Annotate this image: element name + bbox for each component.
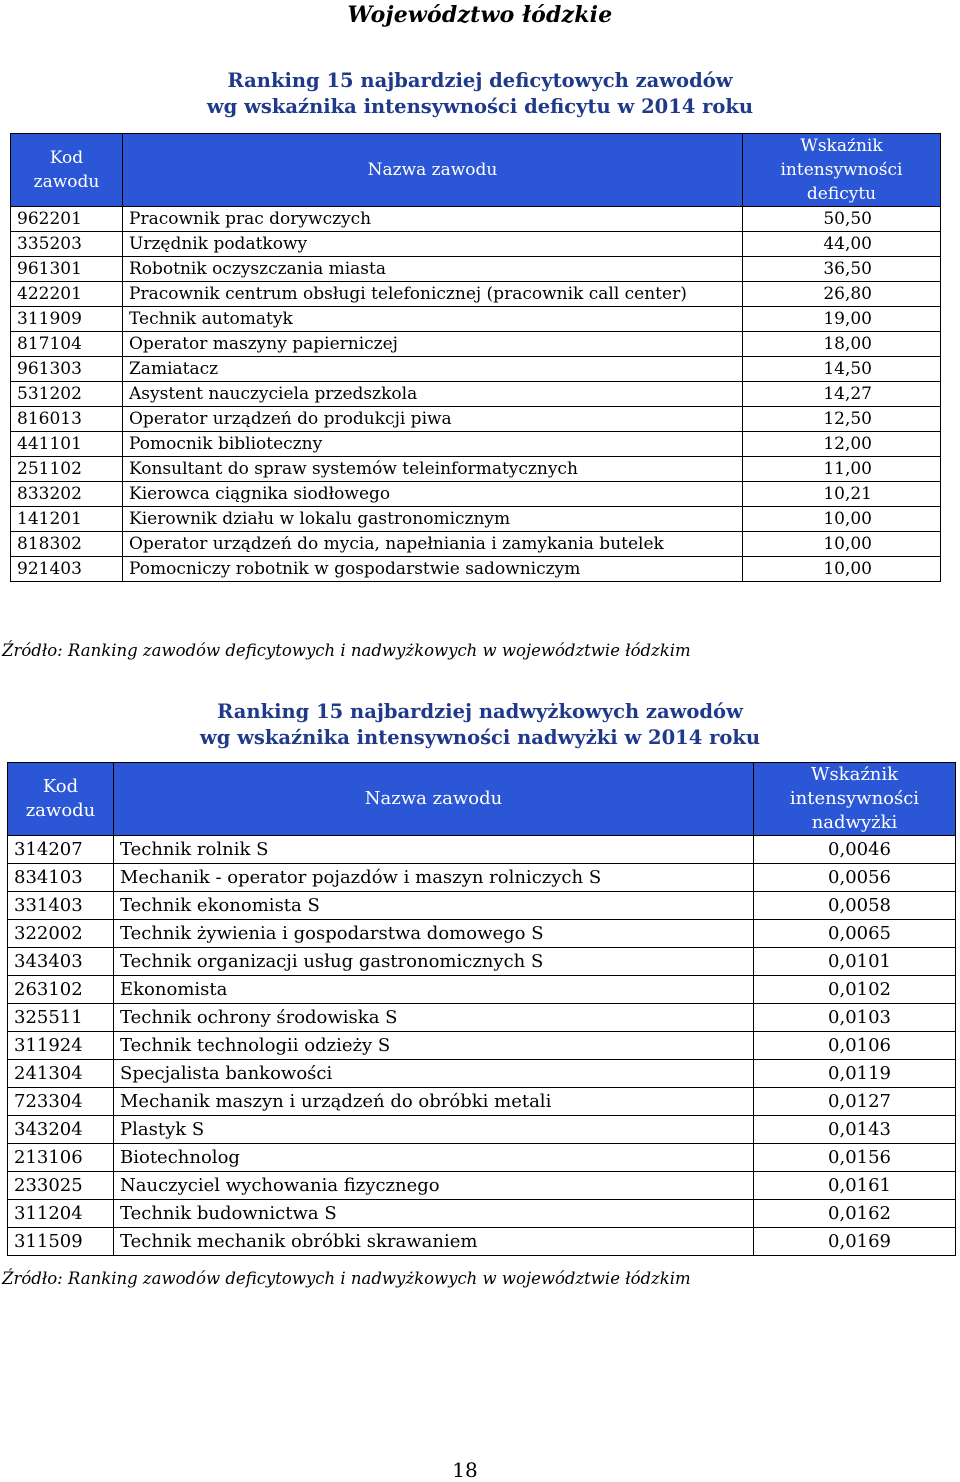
name-cell: Technik żywienia i gospodarstwa domowego S xyxy=(114,920,754,948)
table-row xyxy=(8,976,956,1004)
code-cell: 961301 xyxy=(11,257,123,282)
code-cell: 263102 xyxy=(8,976,114,1004)
name-cell: Technik ekonomista S xyxy=(114,892,754,920)
code-cell: 331403 xyxy=(8,892,114,920)
surplus-ranking-table xyxy=(7,762,956,1256)
value-cell: 0,0102 xyxy=(754,976,956,1004)
deficit-title-line2: wg wskaźnika intensywności deficytu w 2014 roku xyxy=(206,95,754,118)
value-cell: 0,0058 xyxy=(754,892,956,920)
value-cell: 10,00 xyxy=(743,507,941,532)
name-cell: Asystent nauczyciela przedszkola xyxy=(123,382,743,407)
name-cell: Technik rolnik S xyxy=(114,836,754,864)
code-cell: 723304 xyxy=(8,1088,114,1116)
value-cell: 0,0143 xyxy=(754,1116,956,1144)
name-cell: Operator urządzeń do produkcji piwa xyxy=(123,407,743,432)
code-cell: 251102 xyxy=(11,457,123,482)
value-cell: 0,0162 xyxy=(754,1200,956,1228)
value-cell: 50,50 xyxy=(743,207,941,232)
code-cell: 422201 xyxy=(11,282,123,307)
header-code: Kod zawodu xyxy=(8,763,114,836)
name-cell: Technik budownictwa S xyxy=(114,1200,754,1228)
value-cell: 0,0119 xyxy=(754,1060,956,1088)
value-cell: 0,0161 xyxy=(754,1172,956,1200)
name-cell: Biotechnolog xyxy=(114,1144,754,1172)
name-cell: Technik automatyk xyxy=(123,307,743,332)
table-row xyxy=(11,557,941,582)
name-cell: Pracownik prac dorywczych xyxy=(123,207,743,232)
code-cell: 233025 xyxy=(8,1172,114,1200)
value-cell: 36,50 xyxy=(743,257,941,282)
name-cell: Nauczyciel wychowania fizycznego xyxy=(114,1172,754,1200)
table-row xyxy=(8,1228,956,1256)
surplus-ranking-title xyxy=(0,699,960,751)
code-cell: 213106 xyxy=(8,1144,114,1172)
code-cell: 311204 xyxy=(8,1200,114,1228)
table-row xyxy=(8,1032,956,1060)
header-value: Wskaźnik intensywności nadwyżki xyxy=(754,763,956,836)
table-row xyxy=(8,920,956,948)
surplus-title-line2: wg wskaźnika intensywności nadwyżki w 2014 roku xyxy=(199,726,761,749)
code-cell: 322002 xyxy=(8,920,114,948)
page-number: 18 xyxy=(452,1458,478,1482)
code-cell: 343204 xyxy=(8,1116,114,1144)
table-row xyxy=(11,507,941,532)
value-cell: 10,21 xyxy=(743,482,941,507)
name-cell: Specjalista bankowości xyxy=(114,1060,754,1088)
table-row xyxy=(11,282,941,307)
table-row xyxy=(8,1200,956,1228)
table-row xyxy=(11,407,941,432)
table-row xyxy=(8,1088,956,1116)
table-row xyxy=(11,332,941,357)
table-row xyxy=(8,864,956,892)
value-cell: 44,00 xyxy=(743,232,941,257)
name-cell: Zamiatacz xyxy=(123,357,743,382)
header-name: Nazwa zawodu xyxy=(123,134,743,207)
header-code: Kod zawodu xyxy=(11,134,123,207)
code-cell: 241304 xyxy=(8,1060,114,1088)
name-cell: Plastyk S xyxy=(114,1116,754,1144)
header-value: Wskaźnik intensywności deficytu xyxy=(743,134,941,207)
table-row xyxy=(8,1172,956,1200)
table-row xyxy=(8,892,956,920)
code-cell: 335203 xyxy=(11,232,123,257)
name-cell: Operator urządzeń do mycia, napełniania i zamykania butelek xyxy=(123,532,743,557)
code-cell: 314207 xyxy=(8,836,114,864)
code-cell: 962201 xyxy=(11,207,123,232)
name-cell: Kierowca ciągnika siodłowego xyxy=(123,482,743,507)
table-row xyxy=(11,257,941,282)
name-cell: Urzędnik podatkowy xyxy=(123,232,743,257)
code-cell: 818302 xyxy=(11,532,123,557)
code-cell: 834103 xyxy=(8,864,114,892)
name-cell: Operator maszyny papierniczej xyxy=(123,332,743,357)
code-cell: 921403 xyxy=(11,557,123,582)
code-cell: 311909 xyxy=(11,307,123,332)
table-row xyxy=(11,432,941,457)
code-cell: 311509 xyxy=(8,1228,114,1256)
header-name: Nazwa zawodu xyxy=(114,763,754,836)
table-header-row xyxy=(8,763,956,836)
code-cell: 141201 xyxy=(11,507,123,532)
name-cell: Technik mechanik obróbki skrawaniem xyxy=(114,1228,754,1256)
code-cell: 531202 xyxy=(11,382,123,407)
name-cell: Ekonomista xyxy=(114,976,754,1004)
table-row xyxy=(11,357,941,382)
value-cell: 0,0065 xyxy=(754,920,956,948)
code-cell: 816013 xyxy=(11,407,123,432)
table-row xyxy=(11,207,941,232)
value-cell: 0,0103 xyxy=(754,1004,956,1032)
table-row xyxy=(11,532,941,557)
value-cell: 26,80 xyxy=(743,282,941,307)
name-cell: Technik organizacji usług gastronomicznych S xyxy=(114,948,754,976)
value-cell: 10,00 xyxy=(743,532,941,557)
value-cell: 11,00 xyxy=(743,457,941,482)
value-cell: 12,50 xyxy=(743,407,941,432)
code-cell: 343403 xyxy=(8,948,114,976)
name-cell: Mechanik - operator pojazdów i maszyn rolniczych S xyxy=(114,864,754,892)
name-cell: Pracownik centrum obsługi telefonicznej (pracownik call center) xyxy=(123,282,743,307)
surplus-source-note: Źródło: Ranking zawodów deficytowych i nadwyżkowych w województwie łódzkim xyxy=(2,1269,691,1288)
value-cell: 0,0046 xyxy=(754,836,956,864)
table-row xyxy=(8,948,956,976)
name-cell: Konsultant do spraw systemów teleinformatycznych xyxy=(123,457,743,482)
code-cell: 441101 xyxy=(11,432,123,457)
name-cell: Mechanik maszyn i urządzeń do obróbki metali xyxy=(114,1088,754,1116)
table-row xyxy=(11,482,941,507)
value-cell: 0,0106 xyxy=(754,1032,956,1060)
table-header-row xyxy=(11,134,941,207)
name-cell: Robotnik oczyszczania miasta xyxy=(123,257,743,282)
value-cell: 0,0056 xyxy=(754,864,956,892)
table-row xyxy=(8,1060,956,1088)
code-cell: 961303 xyxy=(11,357,123,382)
code-cell: 833202 xyxy=(11,482,123,507)
code-cell: 817104 xyxy=(11,332,123,357)
name-cell: Technik ochrony środowiska S xyxy=(114,1004,754,1032)
name-cell: Kierownik działu w lokalu gastronomicznym xyxy=(123,507,743,532)
table-row xyxy=(8,1144,956,1172)
table-row xyxy=(11,382,941,407)
value-cell: 0,0156 xyxy=(754,1144,956,1172)
value-cell: 14,27 xyxy=(743,382,941,407)
table-row xyxy=(8,1004,956,1032)
name-cell: Technik technologii odzieży S xyxy=(114,1032,754,1060)
value-cell: 0,0127 xyxy=(754,1088,956,1116)
table-row xyxy=(8,836,956,864)
table-row xyxy=(11,457,941,482)
table-row xyxy=(8,1116,956,1144)
code-cell: 325511 xyxy=(8,1004,114,1032)
table-row xyxy=(11,307,941,332)
value-cell: 19,00 xyxy=(743,307,941,332)
deficit-source-note: Źródło: Ranking zawodów deficytowych i nadwyżkowych w województwie łódzkim xyxy=(2,641,691,660)
deficit-title-line1: Ranking 15 najbardziej deficytowych zawodów xyxy=(227,69,733,92)
name-cell: Pomocniczy robotnik w gospodarstwie sadowniczym xyxy=(123,557,743,582)
surplus-title-line1: Ranking 15 najbardziej nadwyżkowych zawodów xyxy=(217,700,743,723)
name-cell: Pomocnik biblioteczny xyxy=(123,432,743,457)
table-row xyxy=(11,232,941,257)
deficit-ranking-table xyxy=(10,133,941,582)
page-title: Województwo łódzkie xyxy=(347,2,613,28)
value-cell: 10,00 xyxy=(743,557,941,582)
code-cell: 311924 xyxy=(8,1032,114,1060)
value-cell: 14,50 xyxy=(743,357,941,382)
value-cell: 18,00 xyxy=(743,332,941,357)
value-cell: 12,00 xyxy=(743,432,941,457)
deficit-ranking-title xyxy=(0,68,960,120)
value-cell: 0,0101 xyxy=(754,948,956,976)
value-cell: 0,0169 xyxy=(754,1228,956,1256)
